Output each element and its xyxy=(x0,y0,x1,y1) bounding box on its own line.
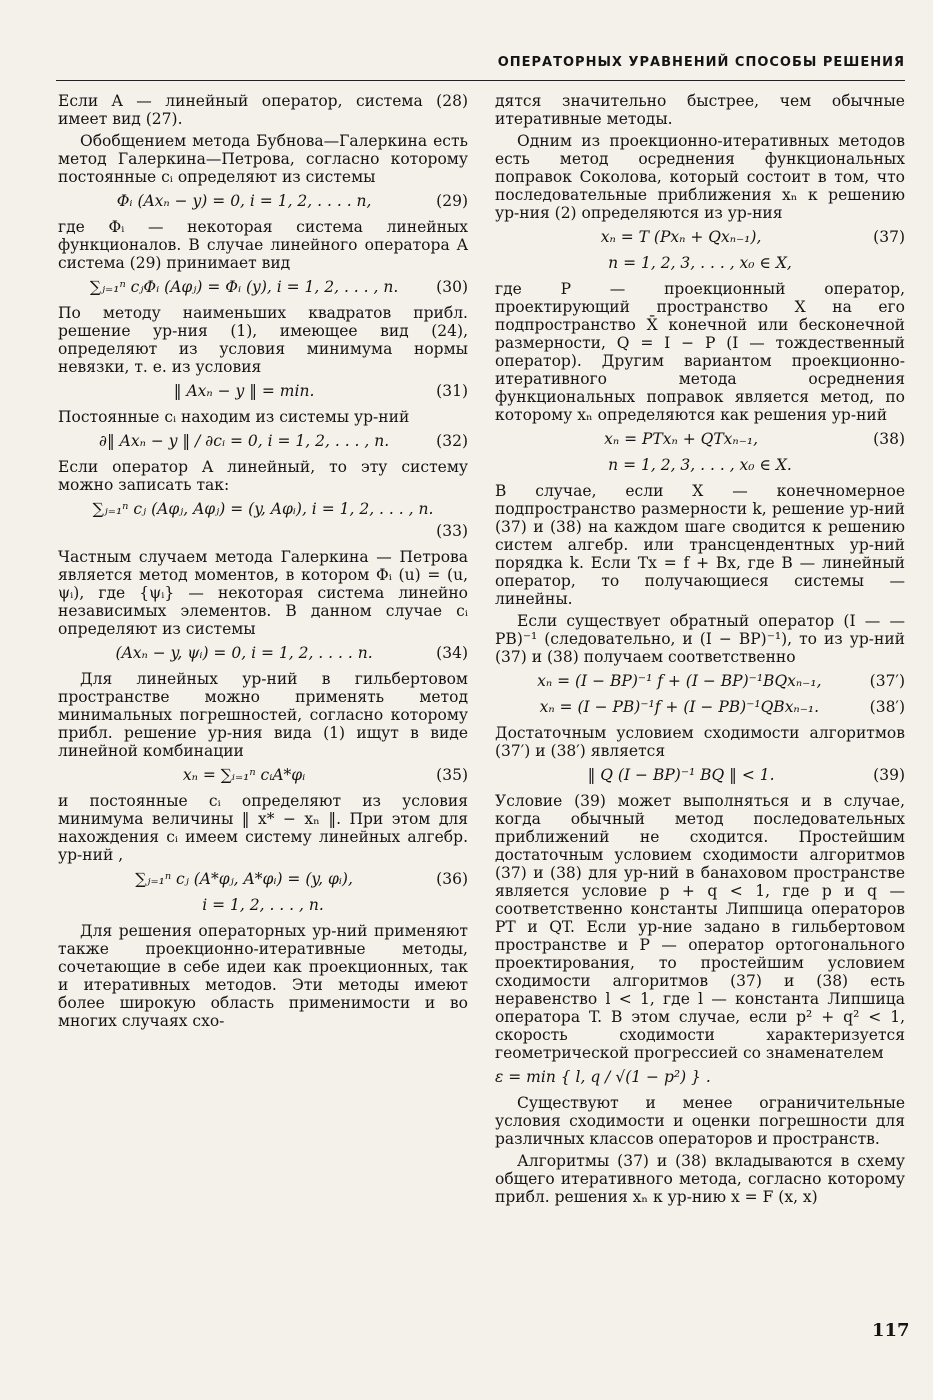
equation xyxy=(495,430,905,448)
equation-body: ∑ⱼ₌₁ⁿ cⱼ (Aφⱼ, Aφⱼ) = (y, Aφᵢ), i = 1, 2, . . . , n. xyxy=(92,500,434,518)
paragraph: Алгоритмы (37) и (38) вкладываются в схему общего итеративного метода, согласно которому прибл. решения xₙ к ур-нию x = F (x, x) xyxy=(495,1152,905,1206)
equation-body: xₙ = PTxₙ + QTxₙ₋₁, xyxy=(604,430,759,448)
equation-body: i = 1, 2, . . . , n. xyxy=(202,896,324,914)
equation-body: ∑ⱼ₌₁ⁿ cⱼ (A*φⱼ, A*φᵢ) = (y, φᵢ), xyxy=(135,870,353,888)
equation-number: (31) xyxy=(436,382,468,400)
equation-number: (34) xyxy=(436,644,468,662)
paragraph: Частным случаем метода Галеркина — Петрова является метод моментов, в котором Φᵢ (u) = (u, ψᵢ), где {ψᵢ} — некоторая система линейно независимых элементов. В данном случае cᵢ определяют из системы xyxy=(58,548,468,638)
equation-body: xₙ = T (Pxₙ + Qxₙ₋₁), xyxy=(600,228,762,246)
left-column xyxy=(58,92,468,1034)
equation-number: (36) xyxy=(436,870,468,888)
equation-number: (38) xyxy=(873,430,905,448)
equation-body: Φᵢ (Axₙ − y) = 0, i = 1, 2, . . . . n, xyxy=(116,192,372,210)
equation xyxy=(58,896,468,914)
paragraph: В случае, если X — конечномерное подпространство размерности k, решение ур-ний (37) и (38) на каждом шаге сводится к решению систем алгебр. или трансцендентных ур-ний порядка k. Если Tx = f + Bx, где B — линейный оператор, то получающиеся системы — линейны. xyxy=(495,482,905,608)
equation xyxy=(58,278,468,296)
paragraph: Обобщением метода Бубнова—Галеркина есть метод Галеркина—Петрова, согласно которому постоянные cᵢ определяют из системы xyxy=(58,132,468,186)
equation-body: xₙ = (I − BP)⁻¹ f + (I − BP)⁻¹BQxₙ₋₁, xyxy=(537,672,822,690)
equation-body: xₙ = ∑ᵢ₌₁ⁿ cᵢA*φᵢ xyxy=(182,766,306,784)
paragraph: Если существует обратный оператор (I — — PB)⁻¹ (следовательно, и (I − BP)⁻¹), то из ур-ний (37) и (38) получаем соответственно xyxy=(495,612,905,666)
equation-number: (39) xyxy=(873,766,905,784)
equation-number: (29) xyxy=(436,192,468,210)
equation-body: ∑ⱼ₌₁ⁿ cⱼΦᵢ (Aφⱼ) = Φᵢ (y), i = 1, 2, . . . , n. xyxy=(89,278,399,296)
equation xyxy=(58,382,468,400)
paragraph: Условие (39) может выполняться и в случае, когда обычный метод последовательных приближений не сходится. Простейшим достаточным условием сходимости алгоритмов (37) и (38) для ур-ний в банаховом пространстве является условие p + q < 1, где p и q — соответственно константы Липшица операторов PT и QT. Если ур-ние задано в гильбертовом пространстве и P — оператор ортогонального проектирования, то простейшим условием сходимости алгоритмов (37) и (38) есть неравенство l < 1, где l — константа Липшица оператора T. В этом случае, если p² + q² < 1, скорость сходимости характеризуется геометрической прогрессией со знаменателем xyxy=(495,792,905,1062)
paragraph: Существуют и менее ограничительные условия сходимости и оценки погрешности для различных классов операторов и пространств. xyxy=(495,1094,905,1148)
equation xyxy=(495,456,905,474)
equation xyxy=(495,1068,905,1086)
paragraph: Если A — линейный оператор, система (28) имеет вид (27). xyxy=(58,92,468,128)
equation xyxy=(495,228,905,246)
paragraph: Для решения операторных ур-ний применяют также проекционно-итеративные методы, сочетающие в себе идеи как проекционных, так и итеративных методов. Эти методы имеют более широкую область применимости и во многих случаях схо- xyxy=(58,922,468,1030)
equation xyxy=(495,698,905,716)
paragraph: По методу наименьших квадратов прибл. решение ур-ния (1), имеющее вид (24), определяют из условия минимума нормы невязки, т. е. из условия xyxy=(58,304,468,376)
equation xyxy=(58,644,468,662)
equation-number: (37) xyxy=(873,228,905,246)
page-number: 117 xyxy=(872,1320,910,1341)
equation xyxy=(58,766,468,784)
equation xyxy=(495,672,905,690)
equation-body: (Axₙ − y, ψᵢ) = 0, i = 1, 2, . . . . n. xyxy=(115,644,373,662)
equation-number: (38′) xyxy=(869,698,905,716)
equation xyxy=(495,254,905,272)
paragraph: Достаточным условием сходимости алгоритмов (37′) и (38′) является xyxy=(495,724,905,760)
header-title: ОПЕРАТОРНЫХ УРАВНЕНИЙ СПОСОБЫ РЕШЕНИЯ xyxy=(497,55,905,70)
equation xyxy=(58,500,468,518)
paragraph: дятся значительно быстрее, чем обычные итеративные методы. xyxy=(495,92,905,128)
equation-number: (37′) xyxy=(869,672,905,690)
equation-body: ‖ Axₙ − y ‖ = min. xyxy=(173,382,315,400)
equation-body: ∂‖ Axₙ − y ‖ / ∂cᵢ = 0, i = 1, 2, . . . , n. xyxy=(98,432,390,450)
equation-body: n = 1, 2, 3, . . . , x₀ ∈ X, xyxy=(608,254,792,272)
equation-body: ε = min { l, q / √(1 − p²) } . xyxy=(495,1068,711,1086)
paragraph: Если оператор A линейный, то эту систему можно записать так: xyxy=(58,458,468,494)
equation-number: (33) xyxy=(436,522,468,540)
equation-body: xₙ = (I − PB)⁻¹f + (I − PB)⁻¹QBxₙ₋₁. xyxy=(539,698,820,716)
equation xyxy=(58,870,468,888)
running-header xyxy=(56,50,905,81)
equation-body: ‖ Q (I − BP)⁻¹ BQ ‖ < 1. xyxy=(587,766,775,784)
paragraph: Постоянные cᵢ находим из системы ур-ний xyxy=(58,408,410,426)
equation-number: (32) xyxy=(436,432,468,450)
paragraph: где P — проекционный оператор, проектирующий пространство X на его подпространство X̄ конечной или бесконечной размерности, Q = I − P (I — тождественный оператор). Другим вариантом проекционно-итеративного метода осреднения функциональных поправок является метод, по которому xₙ определяются как решения ур-ний xyxy=(495,280,905,424)
paragraph: Для линейных ур-ний в гильбертовом пространстве можно применять метод минимальных погрешностей, согласно которому прибл. решение ур-ния вида (1) ищут в виде линейной комбинации xyxy=(58,670,468,760)
equation-number: (35) xyxy=(436,766,468,784)
equation xyxy=(58,432,468,450)
equation-body: n = 1, 2, 3, . . . , x₀ ∈ X. xyxy=(608,456,792,474)
paragraph: Одним из проекционно-итеративных методов есть метод осреднения функциональных поправок Соколова, который состоит в том, что последовательные приближения xₙ к решению ур-ния (2) определяются из ур-ния xyxy=(495,132,905,222)
paragraph: и постоянные cᵢ определяют из условия минимума величины ‖ x* − xₙ ‖. При этом для нахождения cᵢ имеем систему линейных алгебр. ур-ний , xyxy=(58,792,468,864)
equation xyxy=(495,766,905,784)
equation-number: (30) xyxy=(436,278,468,296)
right-column xyxy=(495,92,905,1210)
paragraph: где Φᵢ — некоторая система линейных функционалов. В случае линейного оператора A система (29) принимает вид xyxy=(58,218,468,272)
equation xyxy=(58,192,468,210)
